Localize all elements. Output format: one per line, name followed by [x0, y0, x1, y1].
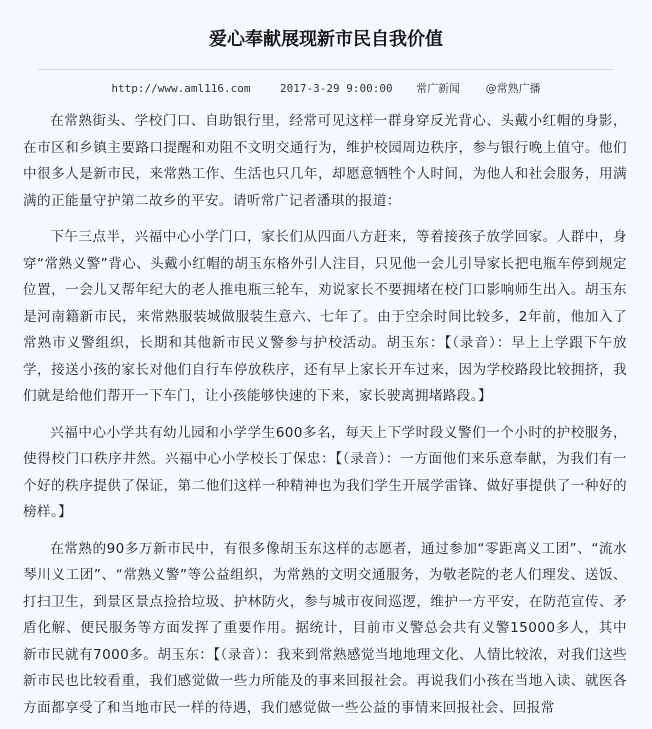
news-author: @常熟广播 — [485, 82, 541, 95]
news-source: 常广新闻 — [416, 82, 461, 95]
article-body — [0, 108, 652, 721]
paragraph-4: 在常熟的90多万新市民中，有很多像胡玉东这样的志愿者，通过参加“零距离义工团”、“流水琴川义工团”、“常熟义警”等公益组织，为常熟的文明交通服务，为敬老院的老人们理发、送饭、打扫卫生，到景区景点捡拾垃圾、护林防火，参与城市夜间巡逻，维护一方平安，在防范宣传、矛盾化解、便民服务等方面发挥了重要作用。据统计，目前市义警总会共有义警15000多人，其中新市民就有7000多。胡玉东：【（录音）：我来到常熟感觉当地地理文化、人情比较浓，对我们这些新市民也比较看重，我们感觉做一些力所能及的事来回报社会。再说我们小孩在当地入读、就医各方面都享受了和当地市民一样的待遇，我们感觉做一些公益的事情来回报社会、回报常 — [23, 540, 627, 716]
paragraph-2: 下午三点半，兴福中心小学门口，家长们从四面八方赶来，等着接孩子放学回家。人群中，身穿“常熟义警”背心、头戴小红帽的胡玉东格外引人注目，只见他一会儿引导家长把电瓶车停到规定位置，一会儿又帮年纪大的老人推电瓶三轮车，劝说家长不要拥堵在校门口影响师生出入。胡玉东是河南籍新市民，来常熟服装城做服装生意六、七年了。由于空余时间比较多，2年前，他加入了常熟市义警组织，长期和其他新市民义警参与护校活动。胡玉东：【（录音）：早上上学跟下午放学，接送小孩的家长对他们自行车停放秩序，还有早上家长开车过来，因为学校路段比较拥挤，我们就是给他们帮开一下车门，让小孩能够快速的下来，家长驶离拥堵路段。】 — [23, 229, 627, 404]
title-divider — [38, 69, 614, 70]
publish-date: 2017-3-29 9:00:00 — [279, 82, 393, 95]
source-url: http://www.aml116.com — [111, 82, 251, 95]
article-meta — [0, 82, 652, 96]
article-title: 爱心奉献展现新市民自我价值 — [209, 29, 443, 50]
paragraph-3: 兴福中心小学共有幼儿园和小学学生600多名，每天上下学时段义警们一个小时的护校服务，使得校门口秩序井然。兴福中心小学校长丁保忠：【（录音）：一方面他们来乐意奉献，为我们有一个好的秩序提供了保证，第二他们这样一种精神也为我们学生开展学雷锋、做好事提供了一种好的榜样。】 — [23, 424, 627, 520]
paragraph-1: 在常熟街头、学校门口、自助银行里，经常可见这样一群身穿反光背心、头戴小红帽的身影，在市区和乡镇主要路口提醒和劝阻不文明交通行为，维护校园周边秩序，参与银行晚上值守。他们中很多人是新市民，来常熟工作、生活也只几年，却愿意牺牲个人时间，为他人和社会服务，用满满的正能量守护第二故乡的平安。请听常广记者潘琪的报道： — [23, 113, 627, 209]
